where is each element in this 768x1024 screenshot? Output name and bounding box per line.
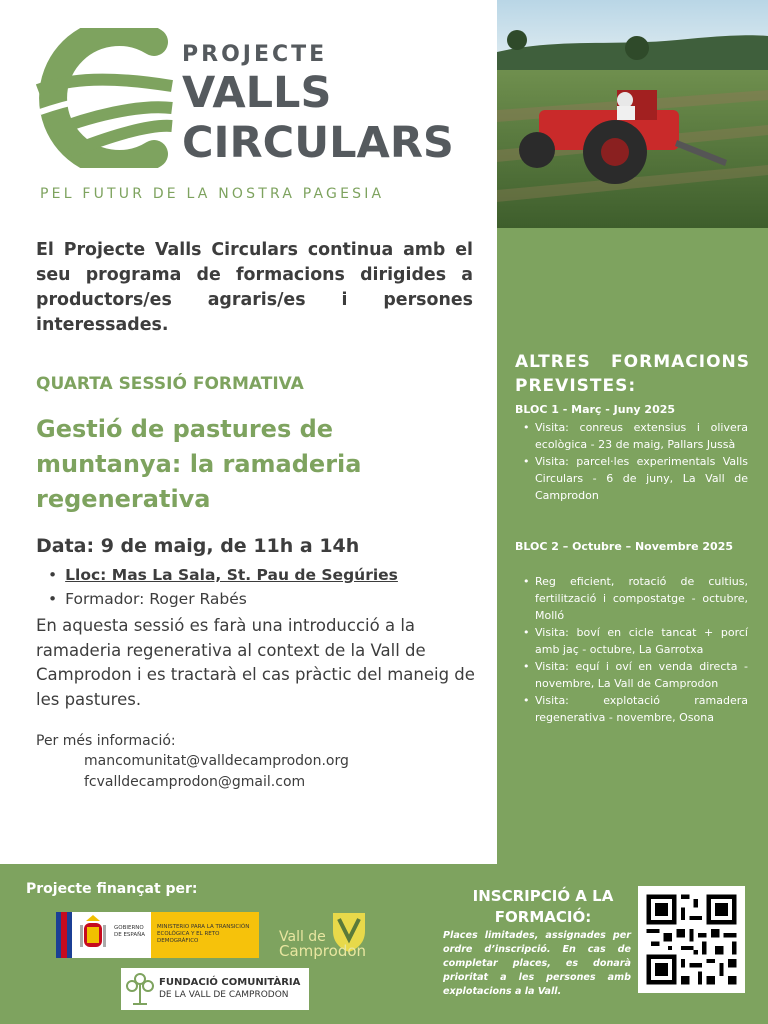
session-details (48, 563, 398, 611)
brand-small-title: PROJECTE (182, 42, 328, 67)
tree-icon (125, 972, 155, 1006)
list-item: • Visita: conreus extensius i olivera ecològica - 23 de maig, Pallars Jussà (523, 419, 748, 453)
list-item: • Visita: equí i oví en venda directa - novembre, La Vall de Camprodon (523, 658, 748, 692)
coat-of-arms-icon (78, 915, 108, 955)
tagline: PEL FUTUR DE LA NOSTRA PAGESIA (40, 186, 385, 202)
bloc2-list (523, 573, 748, 726)
session-title: Gestió de pastures de muntanya: la ramaderia regenerativa (36, 415, 362, 513)
vall-logo-text-1: Vall de (279, 929, 326, 945)
other-trainings-title: ALTRES FORMACIONS PREVISTES: (515, 352, 750, 396)
government-logo (56, 912, 258, 958)
funded-by-label: Projecte finançat per: (26, 881, 198, 897)
session-description: En aquesta sessió es farà una introducció a la ramaderia regenerativa al context de la Vall de Camprodon i es tractarà el cas pràctic del maneig de les pastures. (36, 616, 475, 709)
fund-logo-line1: FUNDACIÓ COMUNITÀRIA (159, 977, 301, 988)
brand-title-line2: CIRCULARS (182, 118, 454, 168)
email-fundacio[interactable]: fcvalldecamprodon@gmail.com (84, 774, 306, 790)
gov-logo-line1: GOBIERNO DE ESPAÑA (114, 925, 146, 938)
vall-de-camprodon-logo (277, 909, 389, 961)
bloc1-title: BLOC 1 - Març - Juny 2025 (515, 403, 676, 416)
session-label: QUARTA SESSIÓ FORMATIVA (36, 374, 304, 394)
bloc1-list (523, 419, 748, 504)
brand-title-line1: VALLS (182, 68, 332, 118)
session-trainer: • Formador: Roger Rabés (48, 587, 398, 611)
intro-paragraph: El Projecte Valls Circulars continua amb el seu programa de formacions dirigides a productors/es agraris/es i persones interessades. (36, 240, 473, 335)
list-item: • Visita: parcel·les experimentals Valls Circulars - 6 de juny, La Vall de Camprodon (523, 453, 748, 504)
list-item: • Visita: explotació ramadera regenerativa - novembre, Osona (523, 692, 748, 726)
registration-note: Places limitades, assignades per ordre d’inscripció. En cas de completar places, es donarà prioritat a les persones amb explotacions a la Vall. (443, 930, 631, 997)
list-item: • Reg eficient, rotació de cultius, fertilització i compostatge - octubre, Molló (523, 573, 748, 624)
vall-logo-text-2: Camprodon (279, 942, 367, 960)
bloc2-title: BLOC 2 – Octubre – Novembre 2025 (515, 540, 734, 553)
tractor-photo (497, 0, 768, 228)
info-label: Per més informació: (36, 733, 176, 749)
list-item: • Visita: boví en cicle tancat + porcí amb jaç - octubre, La Garrotxa (523, 624, 748, 658)
session-date: Data: 9 de maig, de 11h a 14h (36, 535, 360, 557)
footer (0, 864, 768, 1024)
location-link[interactable]: Lloc: Mas La Sala, St. Pau de Segúries (65, 566, 398, 584)
other-trainings-panel (497, 228, 768, 864)
qr-code-icon[interactable] (638, 886, 745, 993)
email-mancomunitat[interactable]: mancomunitat@valldecamprodon.org (84, 753, 349, 769)
valls-circulars-logo (30, 28, 180, 168)
gov-logo-line2: MINISTERIO PARA LA TRANSICIÓN ECOLÓGICA Y EL RETO DEMOGRÁFICO (157, 924, 250, 944)
registration-title: INSCRIPCIÓ A LA FORMACIÓ: (472, 887, 614, 926)
fundacio-logo (121, 968, 309, 1010)
spain-flag-icon (56, 912, 72, 958)
fund-logo-line2: DE LA VALL DE CAMPRODON (159, 990, 289, 1000)
session-location (48, 563, 398, 587)
